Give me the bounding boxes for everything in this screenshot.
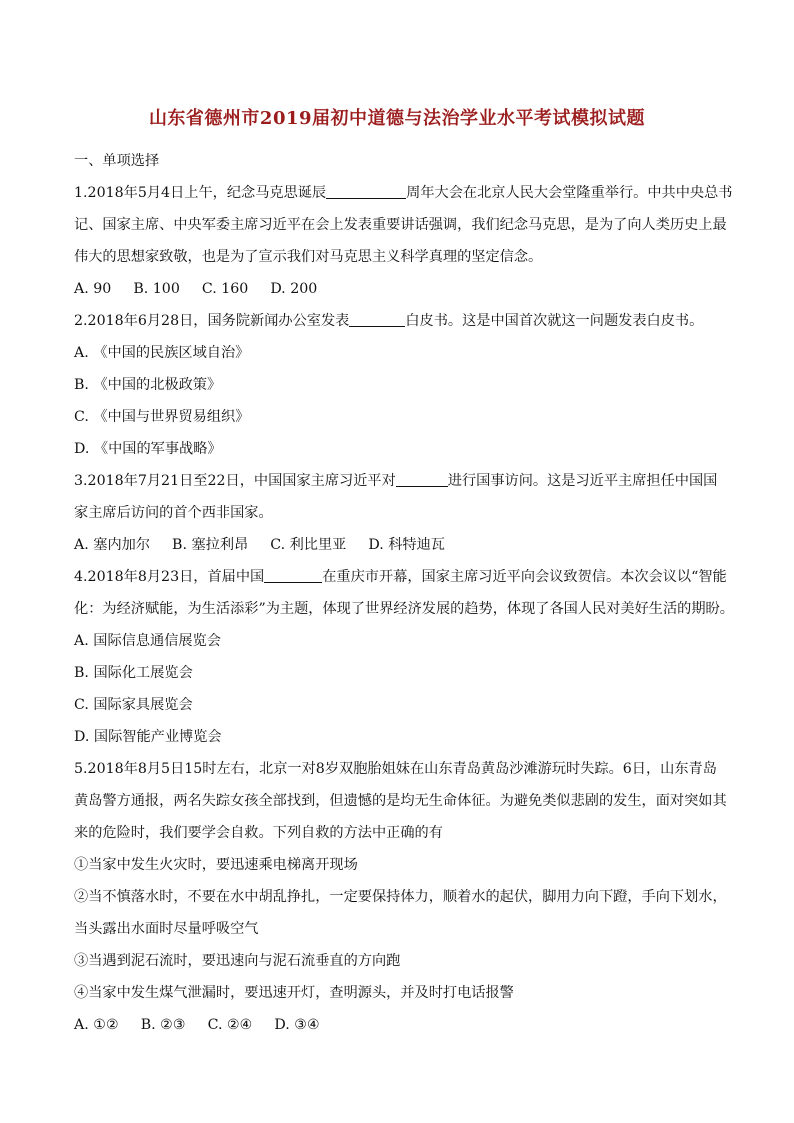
question-5-options [74,1009,726,1041]
question-4-text-after-blank: 在重庆市开幕，国家主席习近平向会议致贺信。本次会议以“智能 [322,569,727,585]
option-a: A. 国际信息通信展览会 [74,633,221,649]
answer-blank [396,472,448,487]
question-4-stem [74,561,726,593]
question-1-text-before-blank: 1.2018年5月4日上午，纪念马克思诞辰 [74,185,327,201]
option-b: B. 国际化工展览会 [74,665,193,681]
option-c: C. 利比里亚 [270,537,347,553]
question-3-stem [74,465,726,497]
question-1-line-2: 记、国家主席、中央军委主席习近平在会上发表重要讲话强调，我们纪念马克思，是为了向人类历史上最 [74,217,727,233]
question-2-text-after-blank: 白皮书。这是中国首次就这一问题发表白皮书。 [405,313,704,329]
answer-blank [326,184,406,199]
statement-4: ④当家中发生煤气泄漏时，要迅速开灯，查明源头，并及时打电话报警 [74,985,514,1001]
option-b: B. 塞拉利昂 [172,537,249,553]
answer-blank [349,312,405,327]
question-4-line-2: 化：为经济赋能，为生活添彩”为主题，体现了世界经济发展的趋势，体现了各国人民对美好生活的期盼。 [74,601,734,617]
option-a: A. 90 [74,281,112,297]
question-1-line-3: 伟大的思想家致敬，也是为了宣示我们对马克思主义科学真理的坚定信念。 [74,249,543,265]
question-4-text-before-blank: 4.2018年8月23日，首届中国 [74,569,265,585]
statement-3: ③当遇到泥石流时，要迅速向与泥石流垂直的方向跑 [74,953,401,969]
question-3-text-before-blank: 3.2018年7月21日至22日，中国国家主席习近平对 [74,473,396,489]
option-a: A. 《中国的民族区域自治》 [74,345,250,361]
question-2-text-before-blank: 2.2018年6月28日，国务院新闻办公室发表 [74,313,350,329]
question-5-line-3: 来的危险时，我们要学会自救。下列自救的方法中正确的有 [74,825,443,841]
option-c: C. 国际家具展览会 [74,697,193,713]
statement-2: ②当不慎落水时，不要在水中胡乱挣扎，一定要保持体力，顺着水的起伏，脚用力向下蹬，手向下划水， [74,889,727,905]
option-a: A. ①② [74,1017,119,1033]
answer-blank [264,568,322,583]
option-b: B. ②③ [140,1017,186,1033]
page-title: 山东省德州市2019届初中道德与法治学业水平考试模拟试题 [148,108,646,129]
question-3-line-2: 家主席后访问的首个西非国家。 [74,505,273,521]
question-3-text-after-blank: 进行国事访问。这是习近平主席担任中国国 [447,473,718,489]
question-list [74,145,734,1041]
statement-1: ①当家中发生火灾时，要迅速乘电梯离开现场 [74,857,358,873]
option-d: D. 科特迪瓦 [368,537,445,553]
option-d: D. 国际智能产业博览会 [74,729,222,745]
option-c: C. ②④ [207,1017,253,1033]
question-2-stem [74,305,726,337]
option-c: C. 160 [201,281,249,297]
statement-2-continued: 当头露出水面时尽量呼吸空气 [74,921,259,937]
option-d: D. 《中国的军事战略》 [74,441,222,457]
question-3-options [74,529,726,561]
question-5-line-2: 黄岛警方通报，两名失踪女孩全部找到，但遗憾的是均无生命体征。为避免类似悲剧的发生，面对突如其 [74,793,727,809]
option-d: D. 200 [270,281,318,297]
option-a: A. 塞内加尔 [74,537,151,553]
question-5-stem: 5.2018年8月5日15时左右，北京一对8岁双胞胎姐妹在山东青岛黄岛沙滩游玩时失踪。6日，山东青岛 [74,761,717,777]
section-heading: 一、单项选择 [74,153,160,169]
option-d: D. ③④ [274,1017,320,1033]
option-c: C. 《中国与世界贸易组织》 [74,409,250,425]
question-1-stem [74,177,733,209]
option-b: B. 100 [133,281,180,297]
question-1-text-after-blank: 周年大会在北京人民大会堂隆重举行。中共中央总书 [406,185,733,201]
option-b: B. 《中国的北极政策》 [74,377,222,393]
question-1-options [74,273,726,305]
